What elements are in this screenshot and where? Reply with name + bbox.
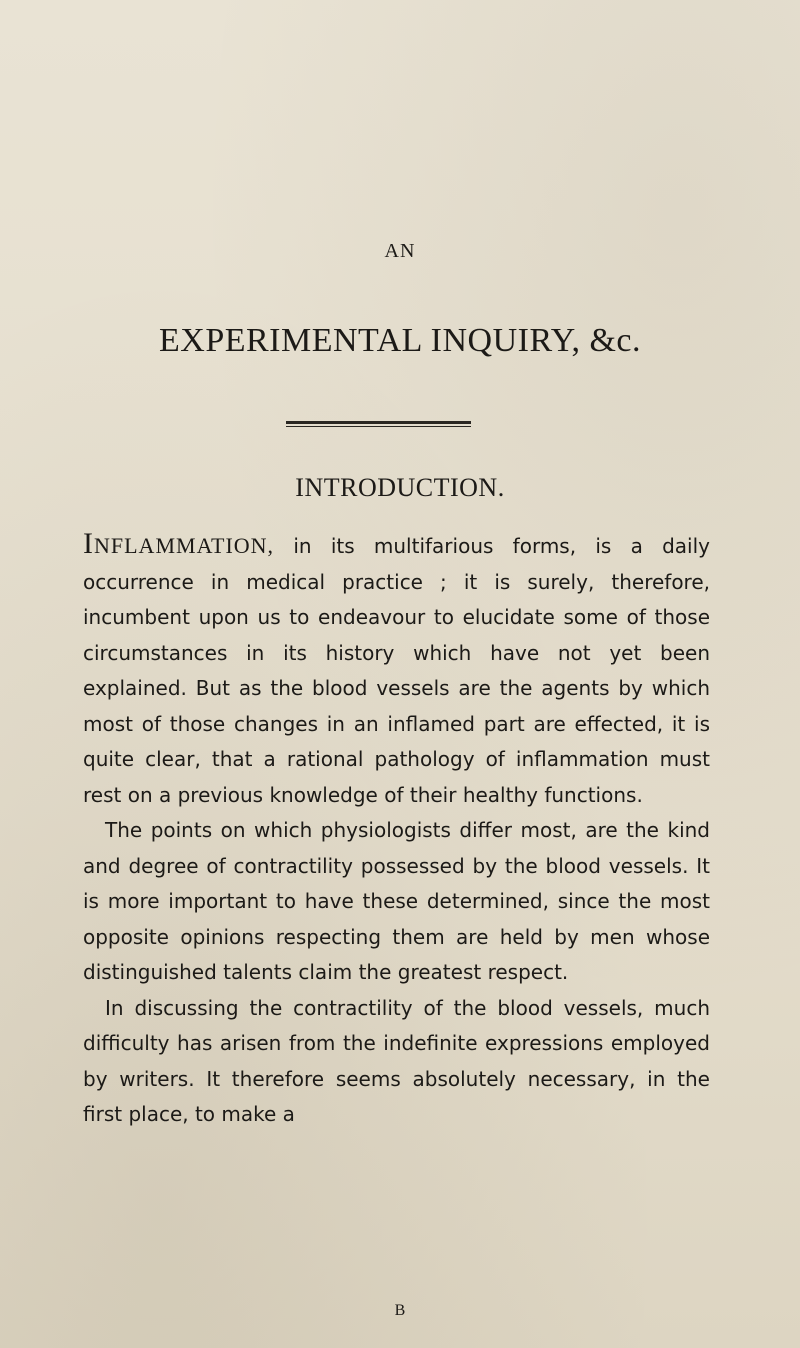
rule-thin-line: [286, 426, 471, 427]
paragraph-3: In discussing the contractility of the blood vessels, much difficulty has arisen from the indefinite expressions employed by writers. It therefore seems absolutely necessary, in the first place, to make a: [83, 995, 710, 1126]
opening-initial: I: [83, 527, 94, 560]
double-rule-divider: [286, 421, 471, 427]
page-title: EXPERIMENTAL INQUIRY, &c.: [159, 322, 641, 359]
section-heading: INTRODUCTION.: [295, 473, 505, 502]
opening-word: [83, 527, 275, 560]
paragraph-2: The points on which physiologists differ most, are the kind and degree of contractility possessed by the blood vessels. It is more important to have these determined, since the most opposite opinions respecting them are held by men whose distinguished talents claim the greatest respect.: [83, 818, 710, 984]
body-text: [83, 526, 710, 1133]
signature-mark: B: [394, 1302, 406, 1319]
paragraph-1-text: in its multifarious forms, is a daily occurrence in medical practice ; it is surely, therefore, incumbent upon us to endeavour to elucidate some of those circumstances in its history which have not yet been explained. But as the blood vessels are the agents by which most of those changes in an inflamed part are effected, it is quite clear, that a rational pathology of inflammation must rest on a previous knowledge of their healthy functions.: [83, 534, 710, 807]
rule-thick-line: [286, 421, 471, 424]
opening-small-caps: NFLAMMATION,: [94, 533, 275, 558]
half-title: AN: [384, 240, 416, 262]
paragraph-1: [83, 526, 710, 813]
